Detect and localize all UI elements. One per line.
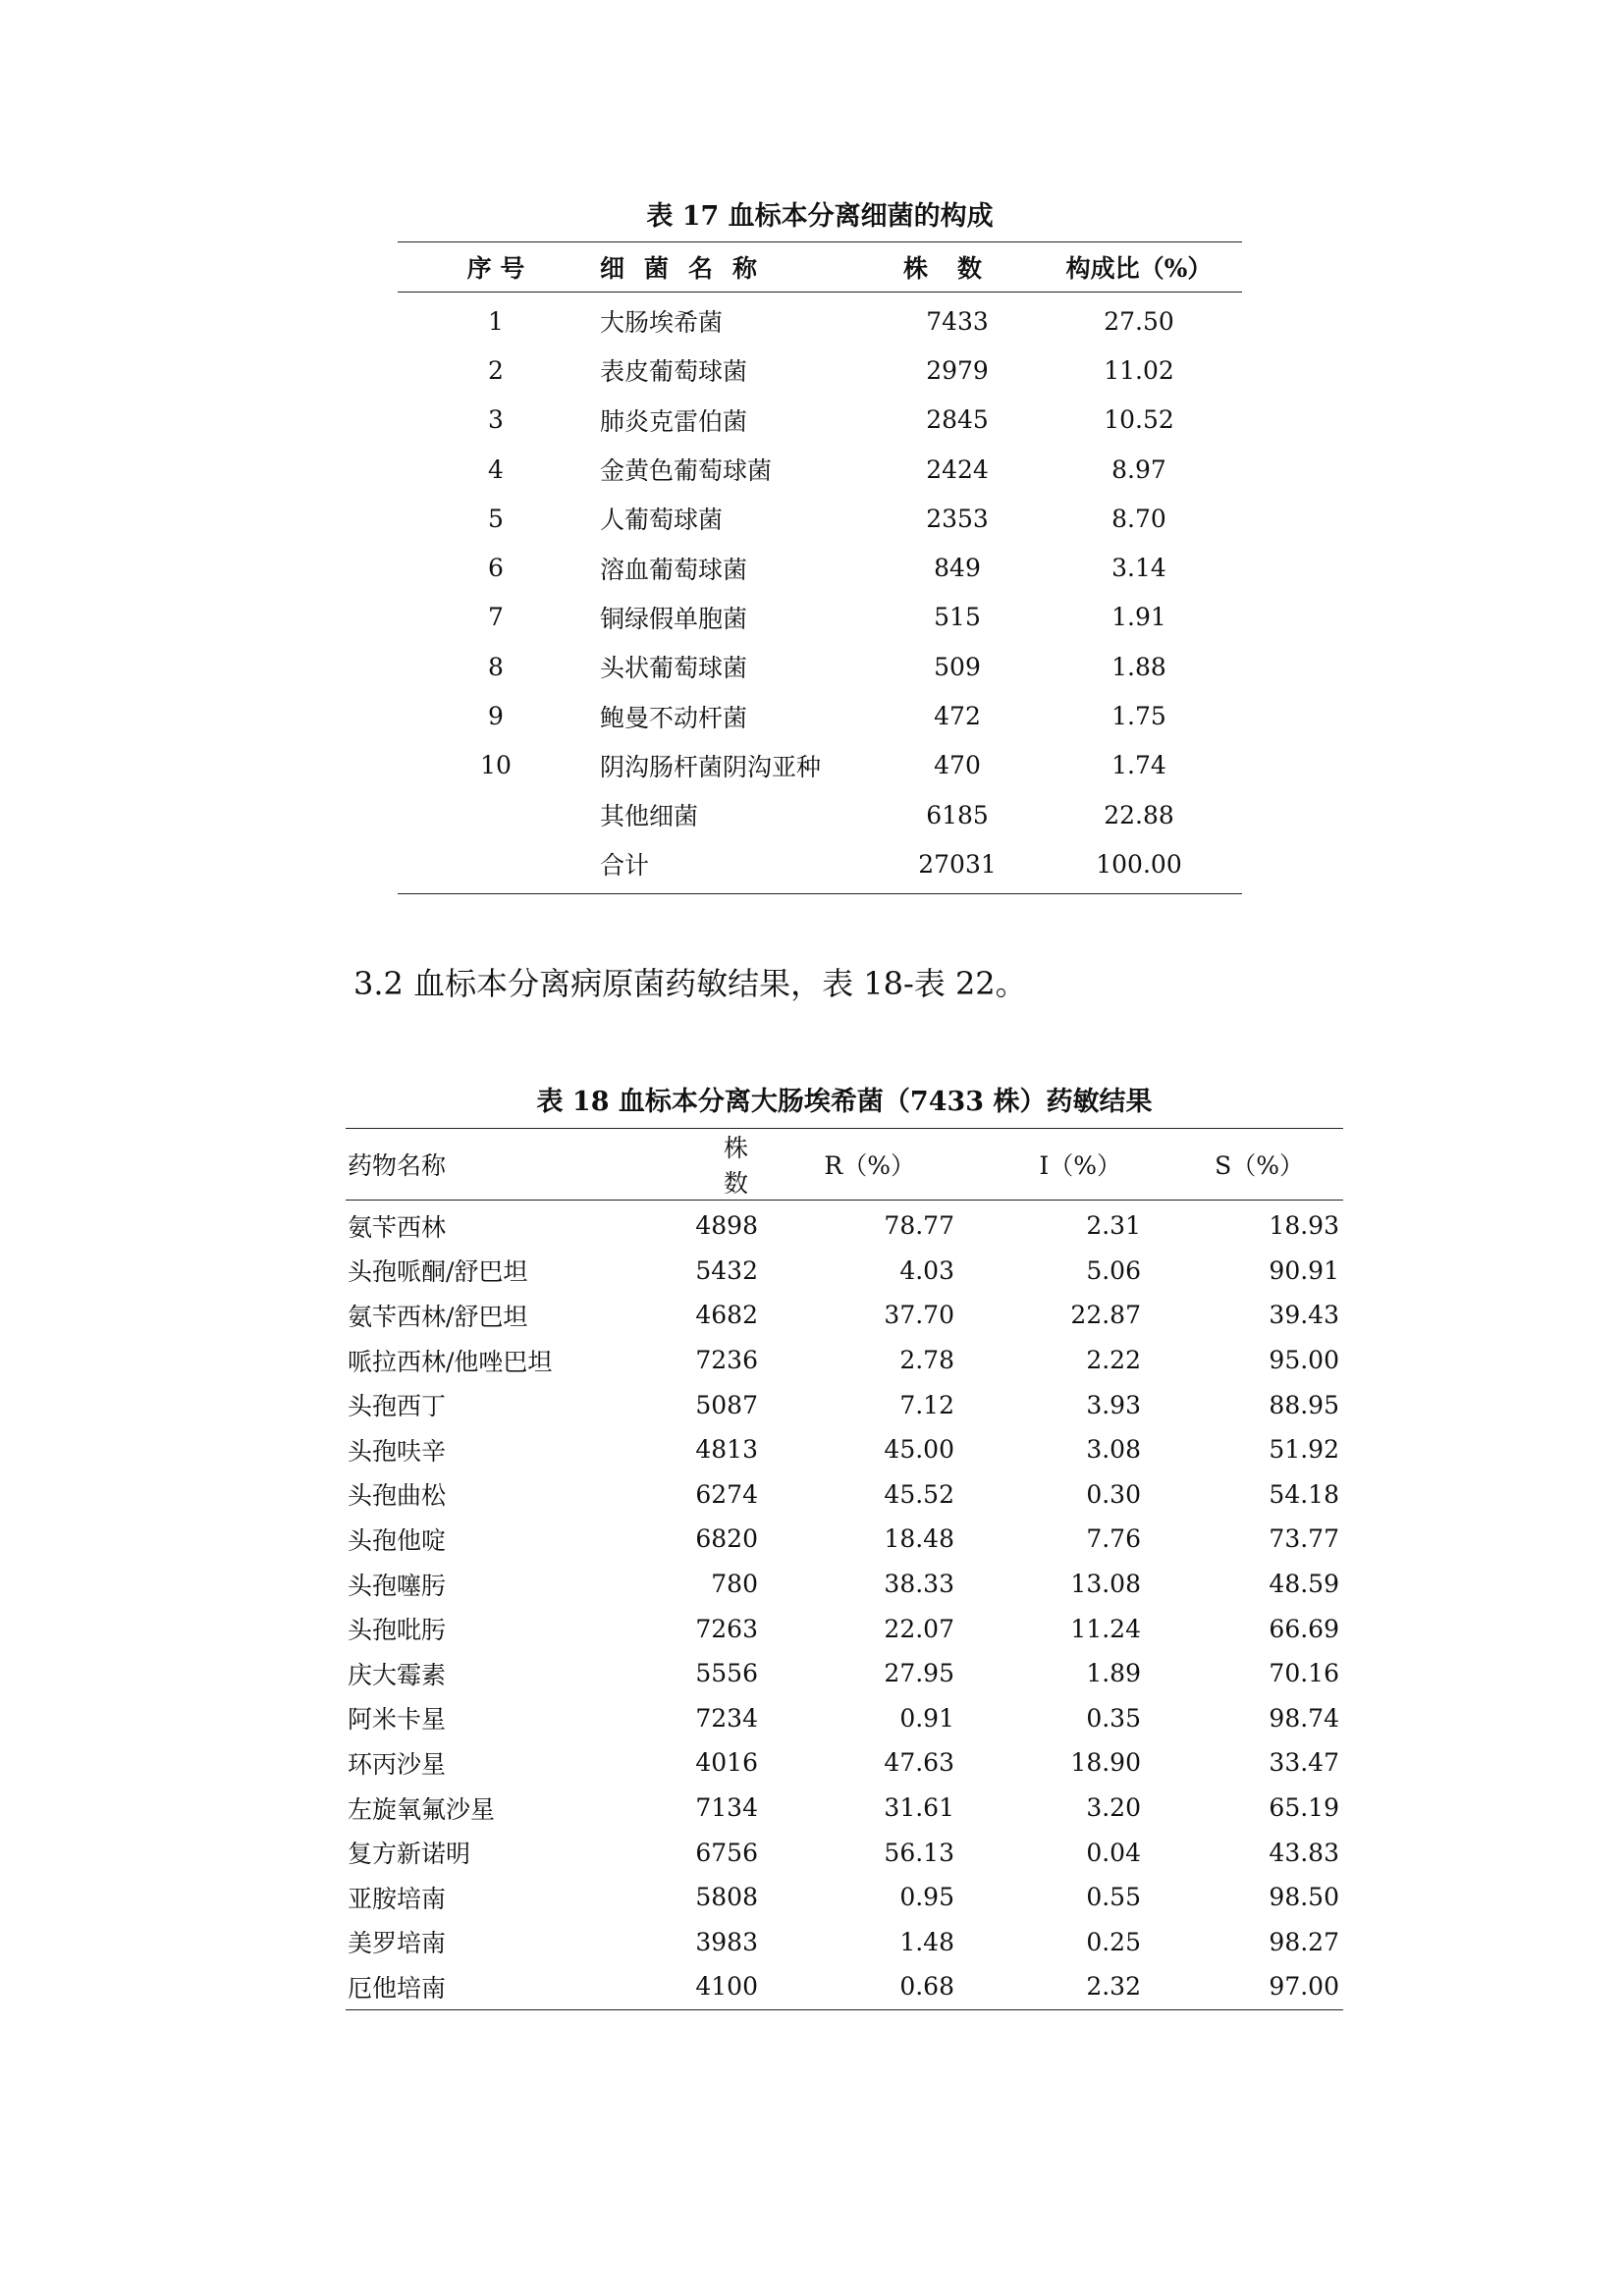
cell-intermediate: 0.25 <box>1086 1927 1141 1956</box>
cell-ratio: 1.75 <box>1111 702 1166 731</box>
cell-isolate-count: 7263 <box>695 1614 758 1643</box>
cell-drug-name: 头孢噻肟 <box>348 1571 447 1600</box>
header-resistant: R（%） <box>758 1129 954 1201</box>
cell-drug-name: 头孢西丁 <box>348 1392 447 1421</box>
cell-isolate-count: 7134 <box>695 1793 758 1823</box>
table-17-body <box>398 293 1242 894</box>
cell-ratio: 1.91 <box>1111 603 1166 632</box>
cell-ratio: 3.14 <box>1111 554 1166 583</box>
cell-susceptible: 48.59 <box>1269 1570 1339 1599</box>
cell-intermediate: 0.30 <box>1086 1479 1141 1509</box>
cell-bacteria-name: 肺炎克雷伯菌 <box>600 406 748 436</box>
cell-resistant: 4.03 <box>899 1255 954 1285</box>
table-row <box>346 1249 1343 1294</box>
cell-index: 1 <box>488 306 504 336</box>
table-row <box>346 1293 1343 1338</box>
cell-bacteria-name: 表皮葡萄球菌 <box>600 357 748 387</box>
header-susceptible: S（%） <box>1141 1129 1343 1201</box>
table-row <box>398 494 1242 543</box>
cell-bacteria-name: 大肠埃希菌 <box>600 308 724 338</box>
cell-drug-name: 厄他培南 <box>348 1973 447 2002</box>
table-row <box>398 445 1242 494</box>
cell-drug-name: 哌拉西林/他唑巴坦 <box>348 1347 553 1376</box>
cell-count: 515 <box>934 603 981 632</box>
table-row <box>346 1740 1343 1786</box>
cell-susceptible: 18.93 <box>1269 1211 1339 1241</box>
header-drug-name: 药物名称 <box>346 1129 640 1201</box>
cell-intermediate: 2.22 <box>1086 1346 1141 1375</box>
cell-bacteria-name: 溶血葡萄球菌 <box>600 555 748 584</box>
table-row <box>398 839 1242 893</box>
cell-drug-name: 亚胺培南 <box>348 1884 447 1913</box>
cell-bacteria-name: 头状葡萄球菌 <box>600 654 748 683</box>
cell-drug-name: 阿米卡星 <box>348 1705 447 1735</box>
table-row <box>398 790 1242 839</box>
header-index: 序 号 <box>398 242 594 293</box>
cell-susceptible: 70.16 <box>1269 1659 1339 1688</box>
cell-index: 8 <box>488 652 504 681</box>
cell-isolate-count: 6756 <box>695 1838 758 1867</box>
cell-susceptible: 98.50 <box>1269 1883 1339 1912</box>
cell-isolate-count: 7236 <box>695 1346 758 1375</box>
cell-intermediate: 18.90 <box>1070 1748 1141 1778</box>
cell-resistant: 78.77 <box>884 1211 954 1241</box>
cell-resistant: 37.70 <box>884 1301 954 1330</box>
cell-index: 6 <box>488 554 504 583</box>
cell-isolate-count: 4813 <box>695 1435 758 1465</box>
table-row <box>346 1338 1343 1383</box>
cell-susceptible: 73.77 <box>1269 1524 1339 1554</box>
table-row <box>346 1517 1343 1562</box>
cell-bacteria-name: 其他细菌 <box>600 802 699 831</box>
cell-susceptible: 95.00 <box>1269 1346 1339 1375</box>
cell-resistant: 31.61 <box>884 1793 954 1823</box>
cell-susceptible: 65.19 <box>1269 1793 1339 1823</box>
header-isolate-count: 株数 <box>640 1129 758 1201</box>
header-count: 株数 <box>879 242 1036 293</box>
cell-index <box>398 839 594 893</box>
table-row <box>346 1562 1343 1607</box>
cell-isolate-count: 4682 <box>695 1301 758 1330</box>
cell-isolate-count: 4016 <box>695 1748 758 1778</box>
cell-isolate-count: 5432 <box>695 1255 758 1285</box>
cell-drug-name: 庆大霉素 <box>348 1660 447 1689</box>
header-ratio: 构成比（%） <box>1036 242 1242 293</box>
cell-resistant: 0.68 <box>899 1972 954 2002</box>
cell-intermediate: 3.93 <box>1086 1390 1141 1419</box>
table-18-body <box>346 1201 1343 2010</box>
cell-intermediate: 13.08 <box>1070 1570 1141 1599</box>
cell-isolate-count: 6274 <box>695 1479 758 1509</box>
table-row <box>346 1651 1343 1696</box>
table-row <box>346 1964 1343 2009</box>
cell-count: 7433 <box>926 306 989 336</box>
cell-ratio: 8.97 <box>1111 454 1166 484</box>
cell-drug-name: 头孢哌酮/舒巴坦 <box>348 1257 528 1287</box>
cell-susceptible: 88.95 <box>1269 1390 1339 1419</box>
cell-index: 9 <box>488 702 504 731</box>
cell-resistant: 0.91 <box>899 1703 954 1733</box>
cell-index: 2 <box>488 355 504 385</box>
table-row <box>398 293 1242 347</box>
table-row <box>346 1201 1343 1249</box>
cell-resistant: 56.13 <box>884 1838 954 1867</box>
cell-index: 3 <box>488 405 504 435</box>
cell-resistant: 45.00 <box>884 1435 954 1465</box>
cell-intermediate: 5.06 <box>1086 1255 1141 1285</box>
section-heading: 3.2 血标本分离病原菌药敏结果，表 18-表 22。 <box>353 965 1027 1002</box>
cell-index: 4 <box>488 454 504 484</box>
cell-drug-name: 头孢他啶 <box>348 1525 447 1555</box>
cell-count: 2979 <box>926 355 989 385</box>
table-row <box>346 1920 1343 1965</box>
cell-intermediate: 1.89 <box>1086 1659 1141 1688</box>
table-row <box>346 1696 1343 1741</box>
cell-drug-name: 美罗培南 <box>348 1929 447 1958</box>
cell-intermediate: 0.35 <box>1086 1703 1141 1733</box>
cell-ratio: 22.88 <box>1104 800 1174 829</box>
cell-count: 849 <box>934 554 981 583</box>
cell-intermediate: 11.24 <box>1070 1614 1141 1643</box>
cell-bacteria-name: 阴沟肠杆菌阴沟亚种 <box>600 752 822 781</box>
cell-drug-name: 氨苄西林 <box>348 1212 447 1242</box>
cell-isolate-count: 5808 <box>695 1883 758 1912</box>
cell-bacteria-name: 铜绿假单胞菌 <box>600 604 748 633</box>
table-17-caption: 表 17 血标本分离细菌的构成 <box>646 201 994 232</box>
cell-drug-name: 氨苄西林/舒巴坦 <box>348 1302 528 1331</box>
cell-resistant: 27.95 <box>884 1659 954 1688</box>
cell-intermediate: 0.04 <box>1086 1838 1141 1867</box>
table-row <box>346 1606 1343 1651</box>
cell-drug-name: 头孢吡肟 <box>348 1616 447 1645</box>
cell-isolate-count: 5087 <box>695 1390 758 1419</box>
table-row <box>346 1382 1343 1427</box>
cell-isolate-count: 6820 <box>695 1524 758 1554</box>
cell-susceptible: 97.00 <box>1269 1972 1339 2002</box>
cell-intermediate: 2.32 <box>1086 1972 1141 2002</box>
cell-ratio: 11.02 <box>1104 355 1174 385</box>
cell-count: 470 <box>934 751 981 780</box>
cell-ratio: 1.88 <box>1111 652 1166 681</box>
cell-drug-name: 环丙沙星 <box>348 1749 447 1779</box>
cell-ratio: 10.52 <box>1104 405 1174 435</box>
cell-index: 7 <box>488 603 504 632</box>
cell-count: 2353 <box>926 504 989 533</box>
table-row <box>398 346 1242 395</box>
cell-susceptible: 39.43 <box>1269 1301 1339 1330</box>
cell-ratio: 8.70 <box>1111 504 1166 533</box>
cell-drug-name: 复方新诺明 <box>348 1840 471 1869</box>
cell-index: 5 <box>488 504 504 533</box>
cell-susceptible: 90.91 <box>1269 1255 1339 1285</box>
cell-intermediate: 2.31 <box>1086 1211 1141 1241</box>
cell-count: 6185 <box>926 800 989 829</box>
drug-susceptibility-table <box>346 1128 1343 2010</box>
table-18-caption: 表 18 血标本分离大肠埃希菌（7433 株）药敏结果 <box>536 1087 1153 1117</box>
cell-susceptible: 66.69 <box>1269 1614 1339 1643</box>
cell-count: 2424 <box>926 454 989 484</box>
cell-bacteria-name: 人葡萄球菌 <box>600 506 724 535</box>
cell-susceptible: 54.18 <box>1269 1479 1339 1509</box>
cell-susceptible: 51.92 <box>1269 1435 1339 1465</box>
cell-index: 10 <box>480 751 512 780</box>
table-row <box>346 1472 1343 1518</box>
cell-bacteria-name: 金黄色葡萄球菌 <box>600 456 773 486</box>
cell-resistant: 22.07 <box>884 1614 954 1643</box>
cell-resistant: 1.48 <box>899 1927 954 1956</box>
cell-resistant: 0.95 <box>899 1883 954 1912</box>
cell-count: 27031 <box>918 849 997 879</box>
cell-count: 472 <box>934 702 981 731</box>
cell-intermediate: 3.08 <box>1086 1435 1141 1465</box>
table-row <box>346 1830 1343 1875</box>
cell-intermediate: 22.87 <box>1070 1301 1141 1330</box>
header-bacteria-name: 细菌名称 <box>594 242 879 293</box>
table-row <box>398 593 1242 642</box>
cell-isolate-count: 780 <box>711 1570 758 1599</box>
cell-ratio: 100.00 <box>1096 849 1182 879</box>
cell-resistant: 7.12 <box>899 1390 954 1419</box>
table-row <box>398 691 1242 740</box>
cell-susceptible: 98.27 <box>1269 1927 1339 1956</box>
cell-intermediate: 7.76 <box>1086 1524 1141 1554</box>
cell-bacteria-name: 鲍曼不动杆菌 <box>600 703 748 732</box>
cell-drug-name: 左旋氧氟沙星 <box>348 1794 496 1824</box>
cell-susceptible: 33.47 <box>1269 1748 1339 1778</box>
cell-drug-name: 头孢呋辛 <box>348 1436 447 1466</box>
cell-bacteria-name: 合计 <box>600 851 650 881</box>
cell-ratio: 1.74 <box>1111 751 1166 780</box>
table-header-row <box>398 242 1242 293</box>
cell-resistant: 47.63 <box>884 1748 954 1778</box>
bacteria-composition-table <box>398 241 1242 894</box>
table-header-row <box>346 1129 1343 1201</box>
cell-count: 509 <box>934 652 981 681</box>
cell-susceptible: 43.83 <box>1269 1838 1339 1867</box>
table-row <box>346 1786 1343 1831</box>
cell-isolate-count: 5556 <box>695 1659 758 1688</box>
cell-resistant: 45.52 <box>884 1479 954 1509</box>
cell-ratio: 27.50 <box>1104 306 1174 336</box>
table-row <box>398 642 1242 691</box>
table-row <box>346 1427 1343 1472</box>
cell-resistant: 18.48 <box>884 1524 954 1554</box>
cell-resistant: 38.33 <box>884 1570 954 1599</box>
cell-intermediate: 0.55 <box>1086 1883 1141 1912</box>
table-row <box>398 741 1242 790</box>
header-intermediate: I（%） <box>954 1129 1141 1201</box>
table-row <box>398 543 1242 592</box>
table-row <box>398 396 1242 445</box>
cell-isolate-count: 4100 <box>695 1972 758 2002</box>
table-row <box>346 1875 1343 1920</box>
cell-isolate-count: 7234 <box>695 1703 758 1733</box>
cell-index <box>398 790 594 839</box>
cell-resistant: 2.78 <box>899 1346 954 1375</box>
cell-isolate-count: 3983 <box>695 1927 758 1956</box>
cell-drug-name: 头孢曲松 <box>348 1481 447 1511</box>
cell-count: 2845 <box>926 405 989 435</box>
cell-susceptible: 98.74 <box>1269 1703 1339 1733</box>
cell-isolate-count: 4898 <box>695 1211 758 1241</box>
cell-intermediate: 3.20 <box>1086 1793 1141 1823</box>
